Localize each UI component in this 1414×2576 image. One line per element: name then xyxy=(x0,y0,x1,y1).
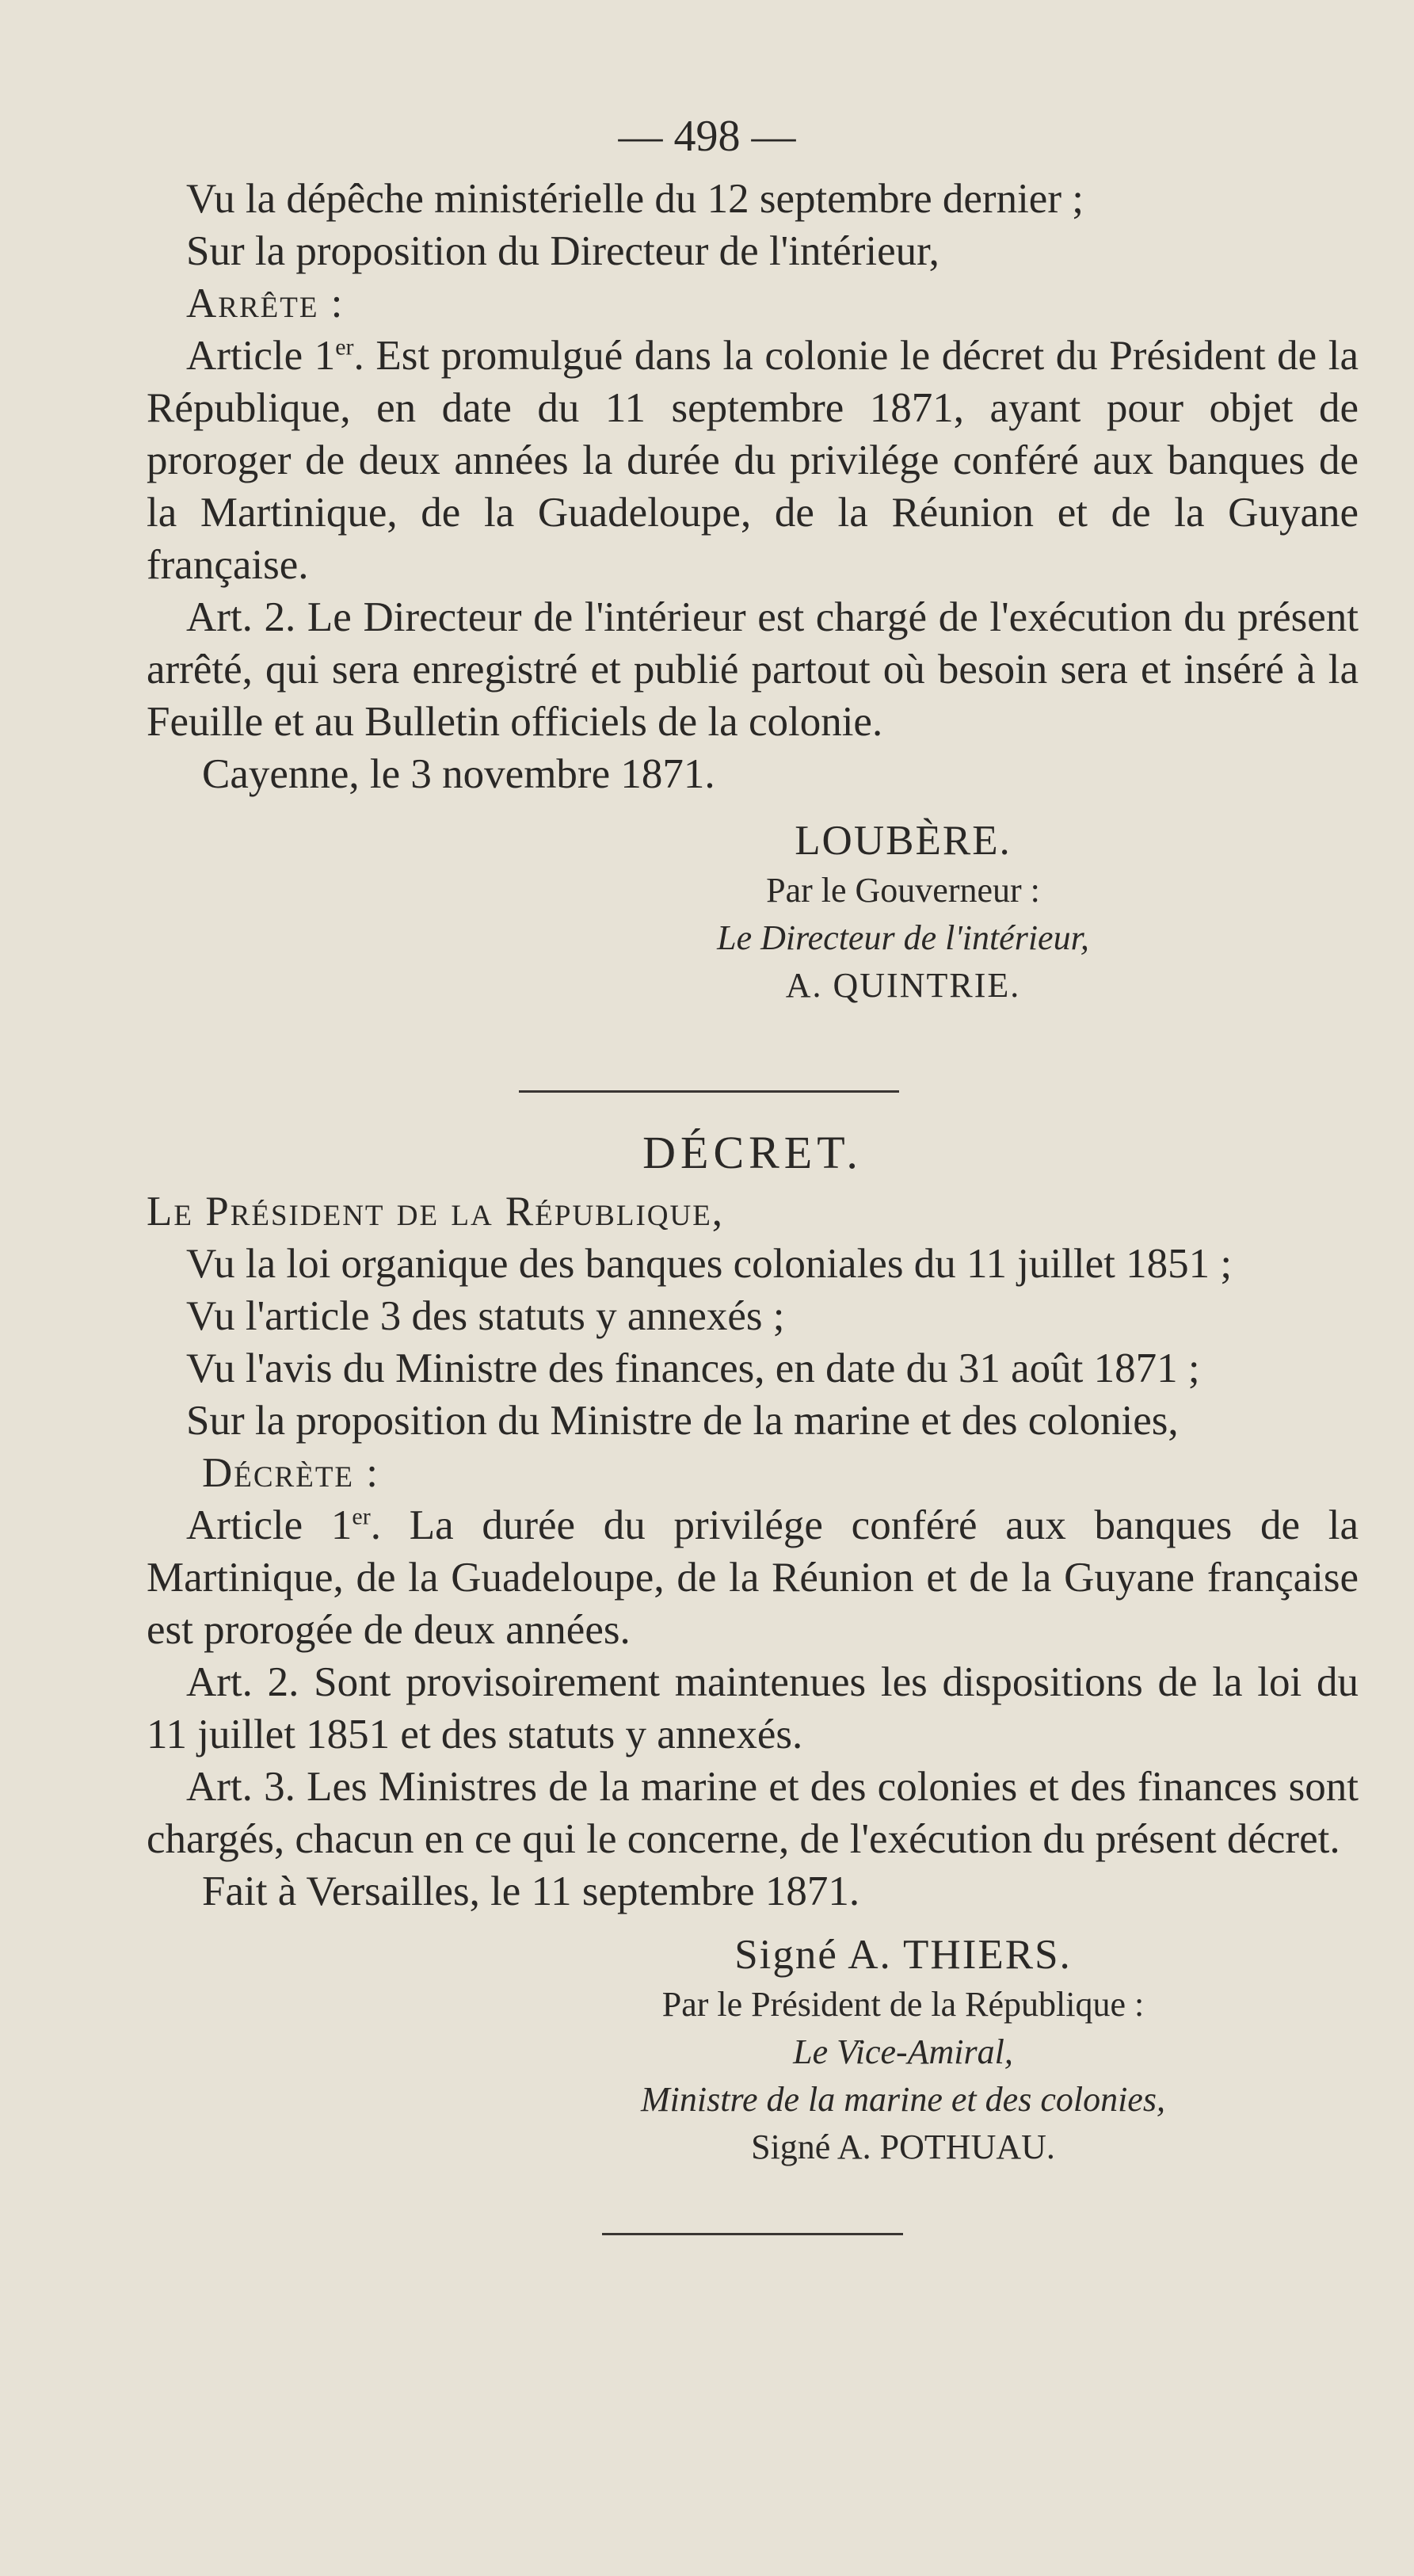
decret-place-date: Fait à Versailles, le 11 septembre 1871. xyxy=(202,1868,860,1914)
arrete-place-date: Cayenne, le 3 novembre 1871. xyxy=(202,751,715,797)
decret-article-2: Art. 2. Sont provisoirement maintenues les dispositions de la loi du 11 juillet 1851 et des statuts y annexés. xyxy=(147,1659,1359,1757)
decret-line-4: Sur la proposition du Ministre de la marine et des colonies, xyxy=(186,1398,1179,1444)
decret-title: DÉCRET. xyxy=(642,1127,863,1178)
decret-signature-signer: Signé A. POTHUAU. xyxy=(751,2128,1055,2166)
decret-article-1: Article 1er. La durée du privilége conféré aux banques de la Martinique, de la Guadeloupe, de la Réunion et de la Guyane française est prorogée de deux années. xyxy=(147,1502,1359,1653)
arrete-article-2: Art. 2. Le Directeur de l'intérieur est chargé de l'exécution du présent arrêté, qui sera enregistré et publié partout où besoin sera et inséré à la Feuille et au Bulletin officiels de la colonie. xyxy=(147,594,1359,745)
arrete-heading: Arrête : xyxy=(186,280,345,326)
arrete-article-1: Article 1er. Est promulgué dans la colonie le décret du Président de la République, en date du 11 septembre 1871, ayant pour objet de proroger de deux années la durée du privilége conféré aux banques de la Martinique, de la Guadeloupe, de la Réunion et de la Guyane française. xyxy=(147,333,1359,588)
arrete-signature-title: Le Directeur de l'intérieur, xyxy=(717,918,1089,957)
arrete-signature-signer: A. QUINTRIE. xyxy=(785,966,1021,1005)
arrete-line-2: Sur la proposition du Directeur de l'intérieur, xyxy=(186,228,939,274)
decret-authority: Le Président de la République, xyxy=(147,1189,725,1235)
decret-heading: Décrète : xyxy=(202,1450,380,1496)
arrete-line-1: Vu la dépêche ministérielle du 12 septembre dernier ; xyxy=(186,176,1084,222)
page-number: — 498 — xyxy=(618,112,796,161)
decret-article-3: Art. 3. Les Ministres de la marine et des colonies et des finances sont chargés, chacun en ce qui le concerne, de l'exécution du présent décret. xyxy=(147,1764,1359,1862)
decret-signature-title-1: Le Vice-Amiral, xyxy=(793,2032,1013,2071)
decret-line-3: Vu l'avis du Ministre des finances, en date du 31 août 1871 ; xyxy=(186,1345,1200,1391)
decret-signature-name: Signé A. THIERS. xyxy=(734,1932,1072,1978)
arrete-section xyxy=(147,173,1359,1009)
separator-rule-2 xyxy=(602,2233,903,2235)
decret-section xyxy=(147,1125,1359,2171)
decret-signature-title-2: Ministre de la marine et des colonies, xyxy=(641,2080,1165,2119)
arrete-signature-name: LOUBÈRE. xyxy=(795,818,1012,864)
separator-rule-1 xyxy=(519,1090,899,1093)
arrete-signature-by: Par le Gouverneur : xyxy=(766,871,1040,910)
decret-line-1: Vu la loi organique des banques coloniales du 11 juillet 1851 ; xyxy=(186,1241,1233,1287)
arrete-signature-block xyxy=(147,815,1359,1009)
decret-signature-by: Par le Président de la République : xyxy=(661,1985,1145,2024)
decret-signature-block xyxy=(147,1929,1359,2171)
decret-line-2: Vu l'article 3 des statuts y annexés ; xyxy=(186,1293,785,1339)
